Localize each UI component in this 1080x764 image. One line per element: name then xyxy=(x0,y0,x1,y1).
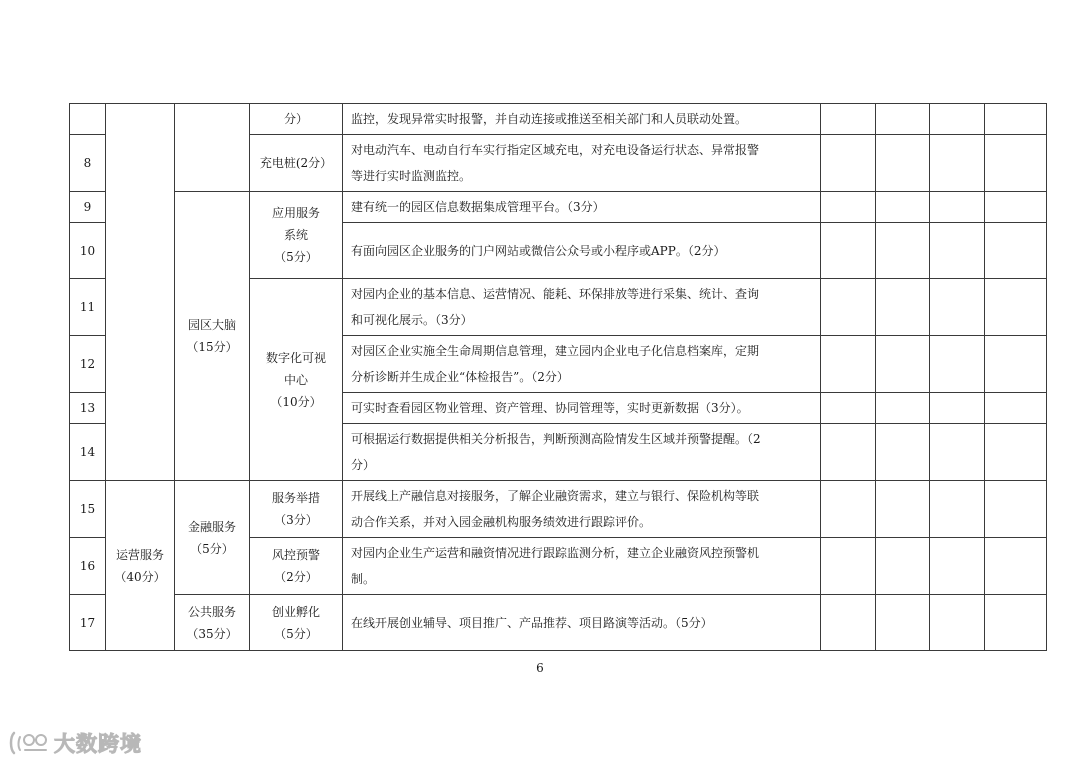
desc-cell: 开展线上产融信息对接服务，了解企业融资需求，建立与银行、保险机构等联 动合作关系，并对入园金融机构服务绩效进行跟踪评价。 xyxy=(343,481,821,538)
score-cell xyxy=(876,481,930,538)
score-cell xyxy=(985,336,1047,393)
score-cell xyxy=(985,424,1047,481)
desc-cell: 对园内企业生产运营和融资情况进行跟踪监测分析，建立企业融资风控预警机 制。 xyxy=(343,538,821,595)
score-cell xyxy=(930,393,985,424)
row-number: 9 xyxy=(70,192,106,223)
row-number: 17 xyxy=(70,595,106,651)
item-digital-visual-center: 数字化可视 中心 （10分） xyxy=(250,279,343,481)
score-cell xyxy=(876,104,930,135)
score-cell xyxy=(876,595,930,651)
row-number: 8 xyxy=(70,135,106,192)
watermark xyxy=(8,728,142,758)
desc-cell: 在线开展创业辅导、项目推广、产品推荐、项目路演等活动。（5分） xyxy=(343,595,821,651)
group-public-service: 公共服务 （35分） xyxy=(175,595,250,651)
score-cell xyxy=(876,336,930,393)
row-number: 11 xyxy=(70,279,106,336)
score-cell xyxy=(930,481,985,538)
desc-cell: 监控，发现异常实时报警，并自动连接或推送至相关部门和人员联动处置。 xyxy=(343,104,821,135)
desc-cell: 对电动汽车、电动自行车实行指定区域充电，对充电设备运行状态、异常报警 等进行实时监测监控。 xyxy=(343,135,821,192)
score-cell xyxy=(930,135,985,192)
desc-cell: 建有统一的园区信息数据集成管理平台。（3分） xyxy=(343,192,821,223)
score-cell xyxy=(930,223,985,279)
score-cell xyxy=(821,424,876,481)
item-app-service-system: 应用服务 系统 （5分） xyxy=(250,192,343,279)
row-number: 12 xyxy=(70,336,106,393)
score-cell xyxy=(821,538,876,595)
score-cell xyxy=(985,481,1047,538)
score-cell xyxy=(985,104,1047,135)
table-row xyxy=(70,104,1047,135)
group-park-brain: 园区大脑 （15分） xyxy=(175,192,250,481)
score-cell xyxy=(821,393,876,424)
page-number: 6 xyxy=(536,661,544,675)
score-cell xyxy=(985,595,1047,651)
level2-cell-empty xyxy=(175,104,250,192)
desc-cell: 对园区企业实施全生命周期信息管理，建立园内企业电子化信息档案库，定期 分析诊断并生成企业“体检报告”。（2分） xyxy=(343,336,821,393)
score-cell xyxy=(930,336,985,393)
group-finance-service: 金融服务 （5分） xyxy=(175,481,250,595)
row-number: 16 xyxy=(70,538,106,595)
watermark-text: 大数跨境 xyxy=(54,732,142,756)
score-cell xyxy=(930,424,985,481)
score-cell xyxy=(930,279,985,336)
desc-cell: 可实时查看园区物业管理、资产管理、协同管理等，实时更新数据（3分）。 xyxy=(343,393,821,424)
score-cell xyxy=(821,336,876,393)
score-cell xyxy=(930,595,985,651)
item-risk-warning: 风控预警 （2分） xyxy=(250,538,343,595)
score-cell xyxy=(876,538,930,595)
group-operations-service: 运营服务 （40分） xyxy=(106,481,175,651)
score-cell xyxy=(930,192,985,223)
score-cell xyxy=(985,135,1047,192)
score-cell xyxy=(985,223,1047,279)
watermark-logo-icon xyxy=(8,729,50,757)
score-cell xyxy=(821,223,876,279)
table-row xyxy=(70,595,1047,651)
score-cell xyxy=(821,595,876,651)
score-cell xyxy=(876,135,930,192)
score-cell xyxy=(821,192,876,223)
level1-cell-empty xyxy=(106,104,175,481)
desc-cell: 有面向园区企业服务的门户网站或微信公众号或小程序或APP。（2分） xyxy=(343,223,821,279)
desc-cell: 对园内企业的基本信息、运营情况、能耗、环保排放等进行采集、统计、查询 和可视化展示。（3分） xyxy=(343,279,821,336)
score-cell xyxy=(821,279,876,336)
item-cell: 充电桩(2分） xyxy=(250,135,343,192)
table-row xyxy=(70,481,1047,538)
item-incubation: 创业孵化 （5分） xyxy=(250,595,343,651)
score-cell xyxy=(930,104,985,135)
score-cell xyxy=(876,424,930,481)
row-number: 14 xyxy=(70,424,106,481)
score-cell xyxy=(876,192,930,223)
score-cell xyxy=(821,481,876,538)
score-cell xyxy=(985,192,1047,223)
score-cell xyxy=(985,538,1047,595)
row-number xyxy=(70,104,106,135)
score-cell xyxy=(985,279,1047,336)
item-service-measures: 服务举措 （3分） xyxy=(250,481,343,538)
score-cell xyxy=(876,393,930,424)
evaluation-table xyxy=(69,103,1047,651)
row-number: 10 xyxy=(70,223,106,279)
table-row xyxy=(70,192,1047,223)
row-number: 15 xyxy=(70,481,106,538)
score-cell xyxy=(876,279,930,336)
score-cell xyxy=(985,393,1047,424)
row-number: 13 xyxy=(70,393,106,424)
item-cell: 分） xyxy=(250,104,343,135)
score-cell xyxy=(821,104,876,135)
score-cell xyxy=(930,538,985,595)
score-cell xyxy=(876,223,930,279)
desc-cell: 可根据运行数据提供相关分析报告，判断预测高险情发生区域并预警提醒。（2 分） xyxy=(343,424,821,481)
score-cell xyxy=(821,135,876,192)
